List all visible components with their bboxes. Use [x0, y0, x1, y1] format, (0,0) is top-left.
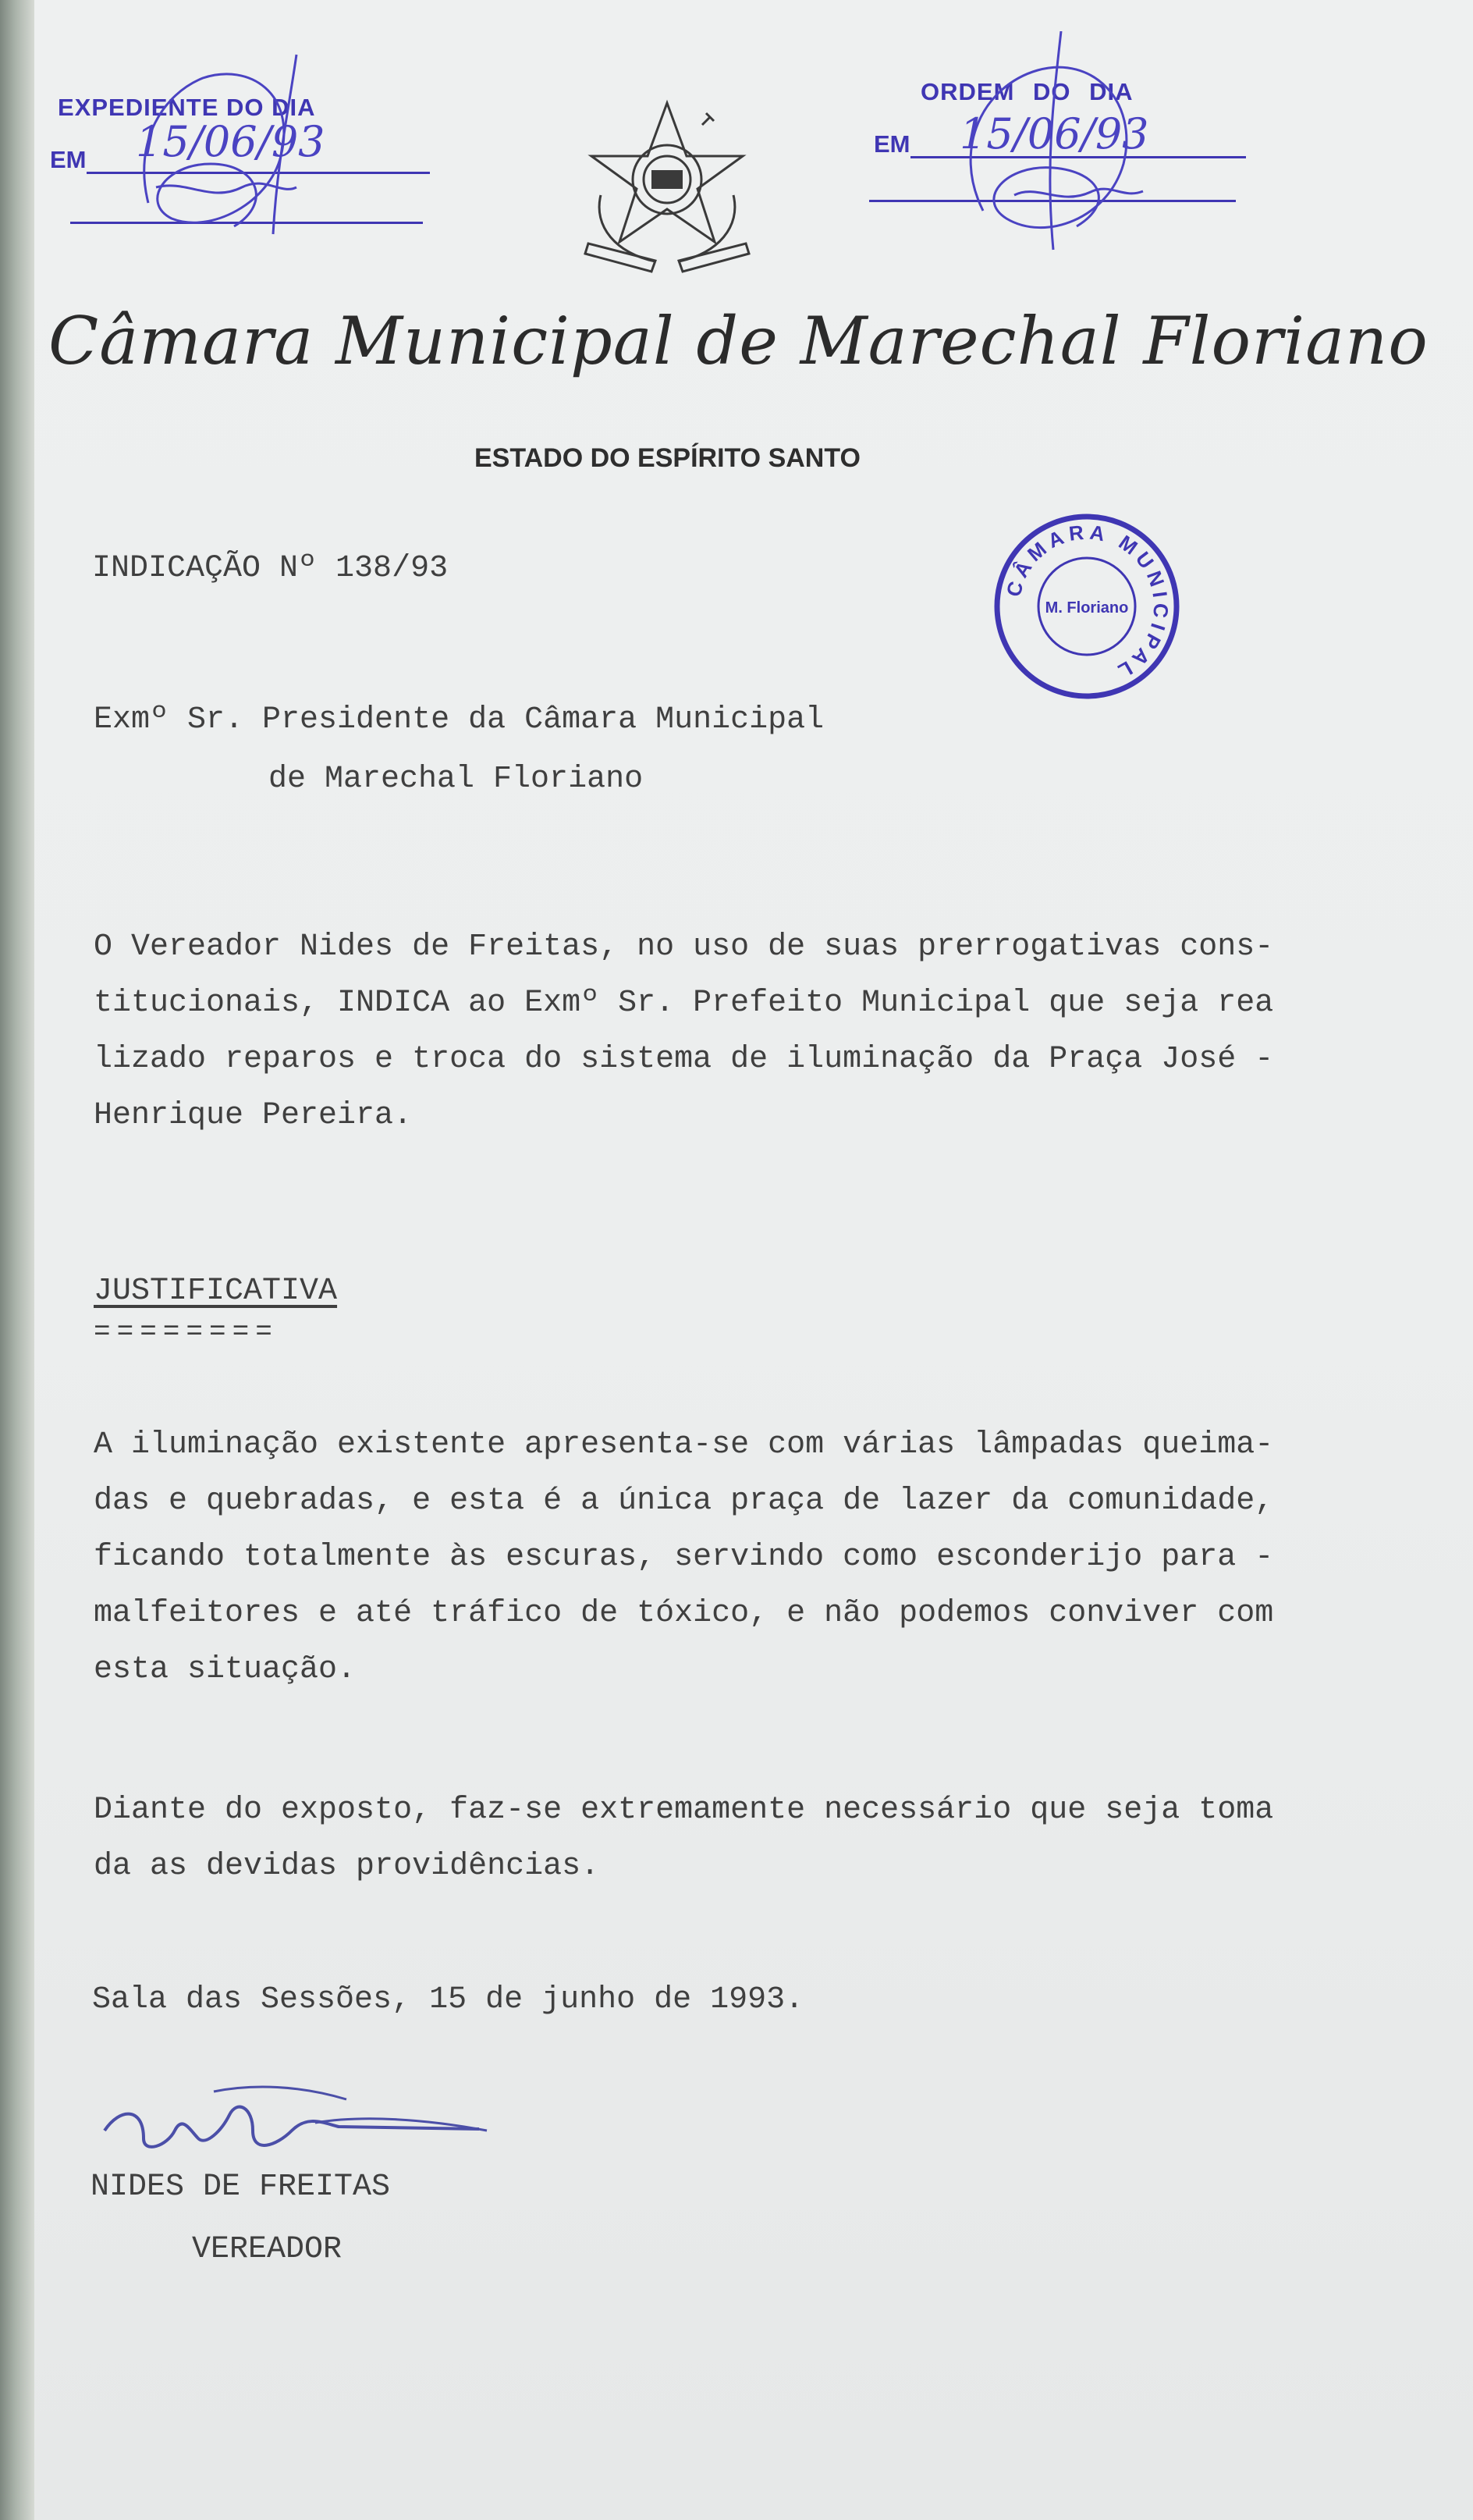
document-number: INDICAÇÃO Nº 138/93	[92, 551, 449, 586]
page-title: Câmara Municipal de Marechal Floriano	[48, 303, 1429, 379]
justification-line: malfeitores e até tráfico de tóxico, e não podemos conviver com	[94, 1596, 1274, 1631]
stamp-ordem-signature-icon	[936, 31, 1170, 265]
stamp-ordem-em: EM	[874, 130, 910, 158]
stamp-expediente-date: 15/06/93	[136, 117, 325, 166]
intro-line: titucionais, INDICA ao Exmº Sr. Prefeito Municipal que seja rea	[94, 986, 1274, 1021]
stamp-ordem-date: 15/06/93	[960, 109, 1149, 158]
conclusion-line: Diante do exposto, faz-se extremamente necessário que seja toma	[94, 1793, 1274, 1828]
signer-name: NIDES DE FREITAS	[91, 2170, 391, 2205]
state-subtitle: ESTADO DO ESPÍRITO SANTO	[474, 443, 861, 473]
seal-ring-text: CÂMARA MUNICIPAL	[1001, 520, 1173, 686]
justification-line: A iluminação existente apresenta-se com várias lâmpadas queima-	[94, 1427, 1274, 1463]
stamp-expediente-signature-icon	[117, 47, 351, 265]
intro-line: Henrique Pereira.	[94, 1098, 413, 1133]
date-line: Sala das Sessões, 15 de junho de 1993.	[92, 1982, 804, 2017]
stamp-expediente-em: EM	[50, 146, 87, 173]
book-binding-edge	[0, 0, 34, 2520]
justification-line: ficando totalmente às escuras, servindo como esconderijo para -	[94, 1540, 1274, 1575]
justification-paragraph	[94, 1417, 1273, 1698]
justification-line: das e quebradas, e esta é a única praça de lazer da comunidade,	[94, 1484, 1274, 1519]
stamp-ordem-label: ORDEM DO DIA	[921, 78, 1134, 105]
stamp-expediente-label: EXPEDIENTE DO DIA	[58, 94, 316, 121]
justification-line: esta situação.	[94, 1652, 357, 1687]
conclusion-line: da as devidas providências.	[94, 1849, 600, 1884]
intro-line: lizado reparos e troca do sistema de iluminação da Praça José -	[94, 1042, 1274, 1077]
justification-heading-underline: ========	[94, 1316, 279, 1348]
municipal-seal-icon	[989, 509, 1184, 704]
addressee-line-2: de Marechal Floriano	[268, 762, 644, 797]
coat-of-arms-icon	[577, 94, 757, 281]
intro-paragraph	[94, 919, 1273, 1144]
handwritten-signature-icon	[97, 2076, 502, 2177]
addressee-line-1: Exmº Sr. Presidente da Câmara Municipal	[94, 702, 825, 738]
conclusion-paragraph	[94, 1782, 1273, 1895]
intro-line: O Vereador Nides de Freitas, no uso de suas prerrogativas cons-	[94, 929, 1274, 965]
signer-role: VEREADOR	[192, 2232, 343, 2267]
seal-center-text: M. Floriano	[1045, 599, 1129, 617]
justification-heading: JUSTIFICATIVA	[94, 1274, 338, 1309]
